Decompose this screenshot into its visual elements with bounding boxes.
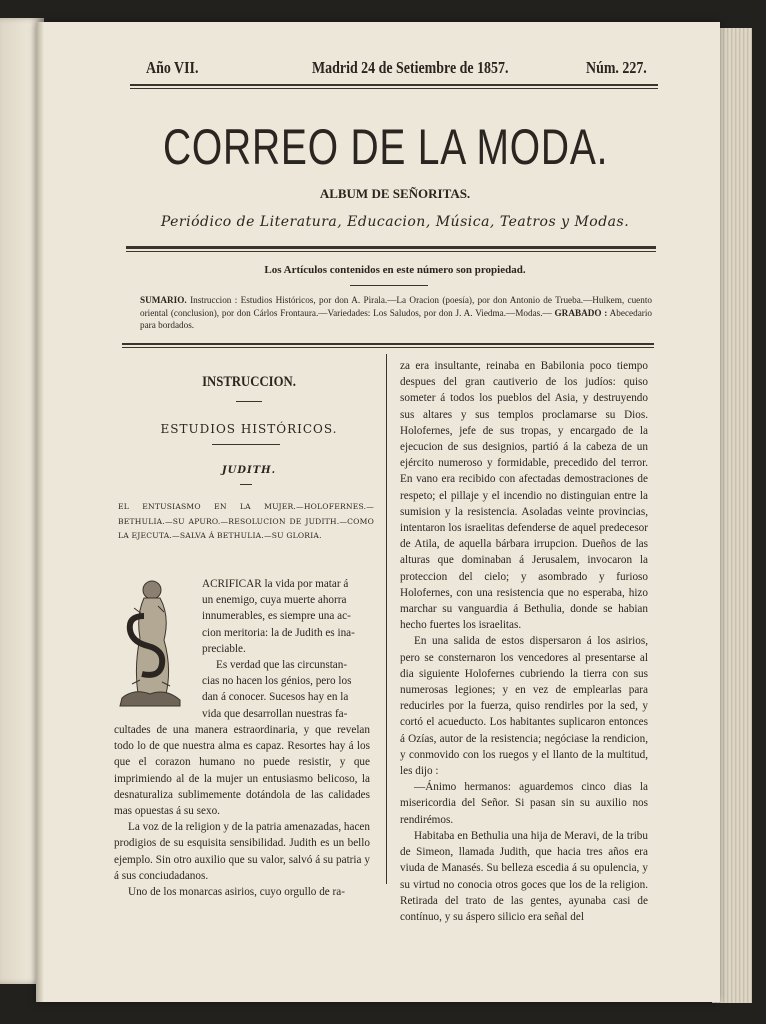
paragraph: Uno de los monarcas asirios, cuyo orgullo de ra-: [128, 886, 345, 899]
heading-rule: [212, 444, 280, 445]
header-rule-thin: [130, 88, 658, 89]
drop-line: preciable.: [202, 642, 246, 655]
property-notice: Los Artículos contenidos en este número son propiedad.: [264, 264, 526, 276]
article-heading: ESTUDIOS HISTÓRICOS.: [160, 422, 338, 436]
engraving-label: GRABADO :: [554, 307, 608, 318]
masthead-title: CORREO DE LA MODA.: [162, 119, 609, 175]
paragraph: za era insultante, reinaba en Babilonia poco tiempo despues del gran cautiverio de los judíos: quiso someter á todos los pueblos del Asia, y destruyendo sus altares y sus templos proclamarse su Dios. Holofernes, jefe de sus tropas, y encargado de la ejecucion de sus designios, partió á la cabeza de un ejército numeroso y formidable, precedido del terror. En vano era recibido con afectadas demostraciones de respeto; el pillaje y el incendio no distinguian entre la sumision y la resistencia. Asoladas veinte provincias, intentaron los israelitas defenderse de aquel predecesor de Atila, de aquella bárbara irrupcion. Dueños de las alturas que dominaban á Jerusalem, invocaron la proteccion del cielo; y asombrado y furioso Holofernes, con una resistencia que no esperaba, hizo marchar su vanguardia á Bethulia, donde se habian hecho fuertes los israelitas.: [400, 360, 648, 632]
paragraph: En una salida de estos dispersaron á los asirios, pero se consternaron los vencedores al presentarse al dia siguiente Holofernes cubriendo la tierra con sus numerosas legiones; y en vez de emplearlas para reducirles por la fuerza, quiso rendirles por la sed, y cortó el acueducto. Los habitantes suplicaron entonces á Ozías, autor de la resistencia; negóciase la rendicion, y conmovido con los ruegos y el llanto de la multitud, les dijo :: [400, 635, 648, 778]
summary-text: Instruccion : Estudios Históricos, por don A. Pirala.—La Oracion (poesía), por don Antonio de Trueba.—Hulkem, cuento oriental (conclusion), por don Cárlos Frontaura.—Variedades: Los Saludos, por don J. A. Viedma.—Modas.—: [140, 295, 652, 318]
masthead-tagline: Periódico de Literatura, Educacion, Música, Teatros y Modas.: [160, 214, 630, 230]
paragraph: —Ánimo hermanos: aguardemos cinco dias la misericordia del Señor. Si pasan sin su auxilio nos rendirémos.: [400, 781, 648, 826]
notice-dash: [350, 285, 428, 286]
header-rule: [130, 84, 658, 86]
subheading-dash: [240, 484, 252, 485]
left-column-text: [114, 722, 370, 900]
issue-year: Año VII.: [146, 58, 199, 77]
summary-block: [140, 294, 652, 332]
summary-rule: [122, 343, 654, 345]
summary-rule-thin: [122, 347, 654, 348]
paragraph: cultades de una manera estraordinaria, y que revelan todo lo de que nuestra alma es capaz. Resortes hay á los que el corazon humano no puede resistir, y que imprimiendo al de la mujer un entusiasmo belicoso, la desnaturaliza sublimemente dotándola de las calidades mas opuestas á su sexo.: [114, 724, 370, 818]
masthead-rule: [126, 246, 656, 249]
right-column-text: [400, 358, 648, 925]
section-dash: [236, 401, 262, 402]
illustrated-drop-cap: [114, 576, 186, 708]
para-line: Es verdad que las circunstan-: [216, 659, 348, 672]
para-line: vida que desarrollan nuestras fa-: [202, 707, 348, 720]
drop-line: ACRIFICAR la vida por matar á: [202, 578, 349, 590]
book-gutter: [36, 22, 44, 1002]
drop-line: innumerables, es siempre una ac-: [202, 610, 351, 623]
drop-cap-lines: [202, 576, 370, 722]
para-line: dan á conocer. Sucesos hay en la: [202, 691, 349, 704]
article-synopsis: EL ENTUSIASMO EN LA MUJER.—HOLOFERNES.—BETHULIA.—SU APURO.—RESOLUCION DE JUDITH.—COMO LA EJECUTA.—SALVA Á BETHULIA.—SU GLORIA.: [118, 502, 374, 540]
article-subheading: JUDITH.: [221, 465, 277, 476]
masthead-rule-thin: [126, 251, 656, 252]
issue-date: Madrid 24 de Setiembre de 1857.: [312, 58, 509, 77]
para-line: cias no hacen los génios, pero los: [202, 675, 352, 688]
column-divider: [386, 354, 387, 884]
issue-number: Núm. 227.: [586, 58, 647, 77]
section-heading: INSTRUCCION.: [202, 374, 296, 390]
drop-line: cion meritoria: la de Judith es ina-: [202, 626, 355, 639]
masthead-subtitle: ALBUM DE SEÑORITAS.: [319, 186, 471, 201]
paragraph: La voz de la religion y de la patria amenazadas, hacen prodigios de su esquisita sensibilidad. Judith es un bello ejemplo. Sin otro auxilio que su valor, salvó á su patria y á sus conciudadanos.: [114, 821, 370, 882]
summary-label: SUMARIO.: [140, 295, 187, 305]
drop-line: un enemigo, cuya muerte ahorra: [202, 594, 347, 607]
paragraph: Habitaba en Bethulia una hija de Meravi, de la tribu de Simeon, llamada Judith, que hacia tres años era viuda de Manasés. Su belleza escedia á su opulencia, y su virtud no conocia otros goces que los de la religion. Retirada del trato de las gentes, ayunaba casi de contínuo, y su áspero silicio era señal del: [400, 829, 648, 923]
engraving-text: Abecedario para bordados.: [140, 307, 652, 330]
